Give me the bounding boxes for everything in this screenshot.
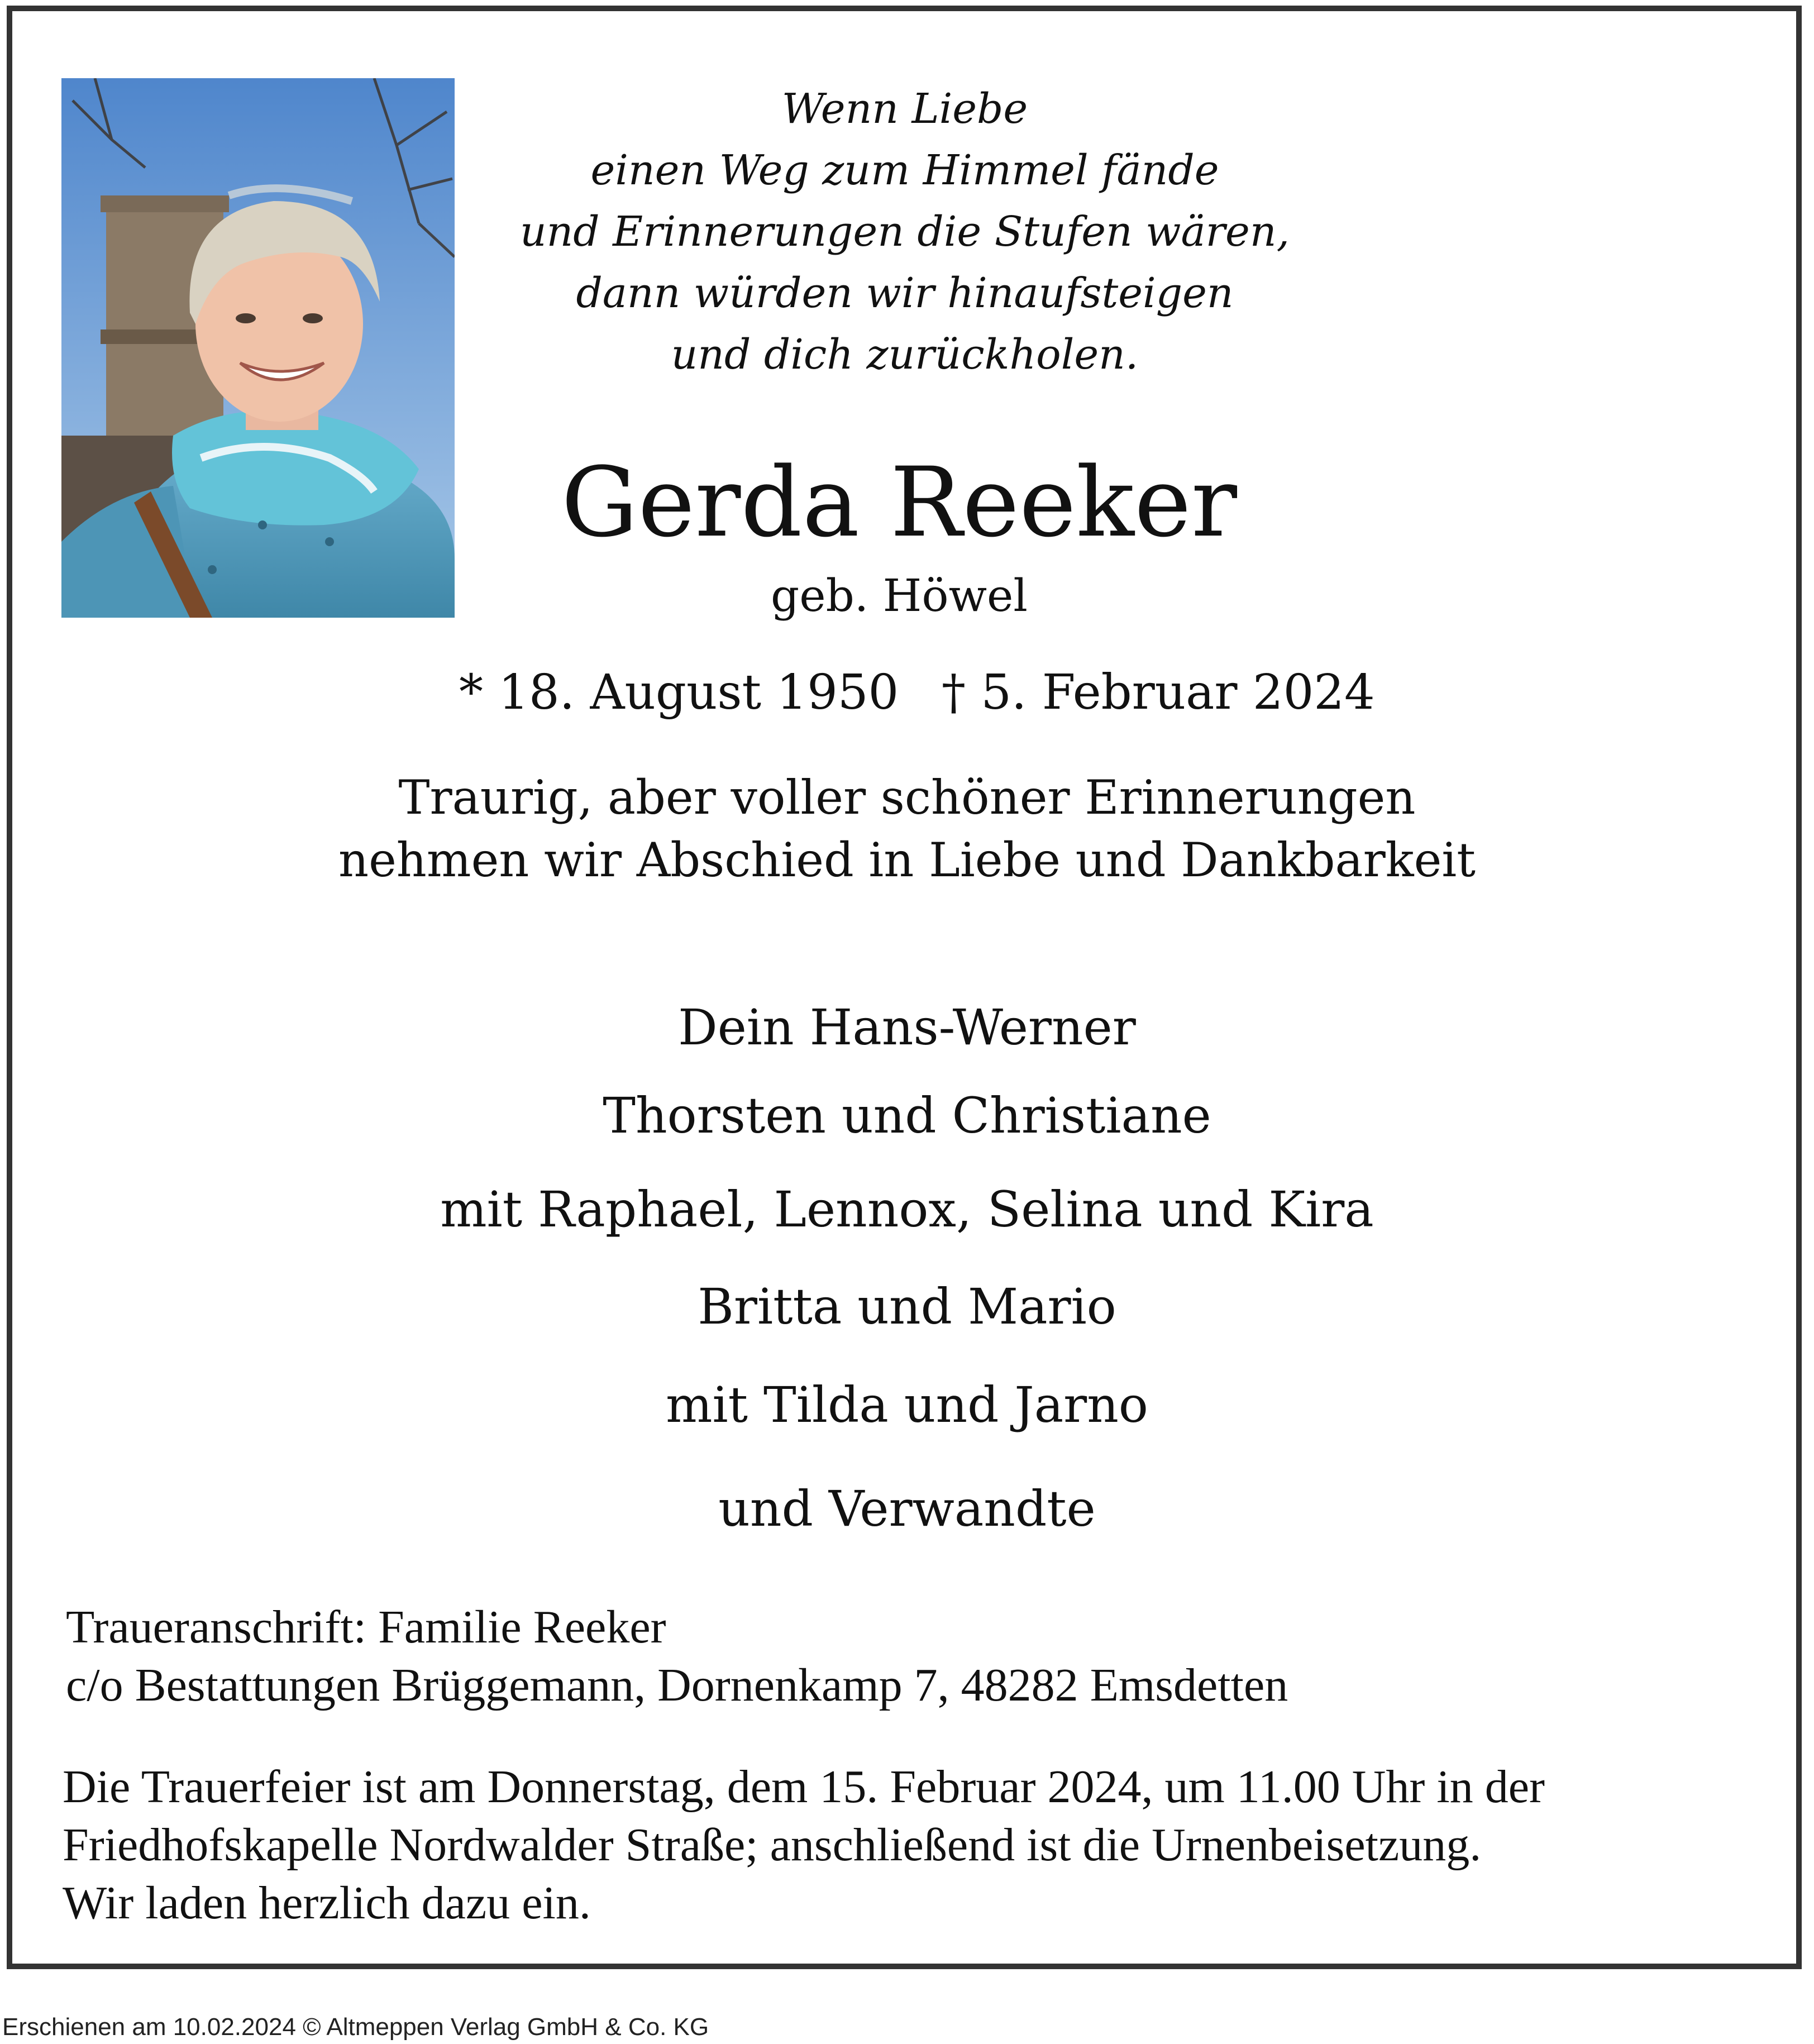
- service-line: Die Trauerfeier ist am Donnerstag, dem 15. Februar 2024, um 11.00 Uhr in der: [63, 1761, 1545, 1813]
- poem-line: Wenn Liebe: [781, 85, 1028, 133]
- family-line: Dein Hans-Werner: [678, 999, 1136, 1056]
- poem: [458, 78, 1352, 385]
- poem-line: und dich zurückholen.: [671, 331, 1139, 379]
- family-line: mit Tilda und Jarno: [666, 1376, 1148, 1434]
- family-line: und Verwandte: [718, 1480, 1096, 1537]
- poem-line: und Erinnerungen die Stufen wären,: [519, 208, 1290, 256]
- family-line: Britta und Mario: [698, 1278, 1116, 1335]
- family-line: Thorsten und Christiane: [603, 1087, 1211, 1144]
- birth-date: * 18. August 1950: [459, 665, 899, 720]
- farewell-line: nehmen wir Abschied in Liebe und Dankbarkeit: [338, 833, 1476, 887]
- mourning-address: [66, 1598, 1288, 1715]
- address-line: Traueranschrift: Familie Reeker: [66, 1601, 666, 1653]
- service-line: Friedhofskapelle Nordwalder Straße; anschließend ist die Urnenbeisetzung.: [63, 1819, 1482, 1871]
- deceased-name: Gerda Reeker: [561, 446, 1238, 558]
- farewell-text: [0, 766, 1814, 891]
- death-date: † 5. Februar 2024: [942, 665, 1375, 720]
- family-line: mit Raphael, Lennox, Selina und Kira: [440, 1181, 1374, 1238]
- funeral-service-info: [63, 1758, 1545, 1932]
- publication-footer: Erschienen am 10.02.2024 © Altmeppen Verlag GmbH & Co. KG: [2, 2013, 709, 2041]
- address-line: c/o Bestattungen Brüggemann, Dornenkamp 7, 48282 Emsdetten: [66, 1659, 1288, 1711]
- farewell-line: Traurig, aber voller schöner Erinnerungen: [398, 770, 1416, 825]
- service-line: Wir laden herzlich dazu ein.: [63, 1877, 591, 1929]
- poem-line: dann würden wir hinaufsteigen: [576, 269, 1234, 317]
- birth-name: geb. Höwel: [771, 570, 1028, 622]
- poem-line: einen Weg zum Himmel fände: [590, 146, 1219, 194]
